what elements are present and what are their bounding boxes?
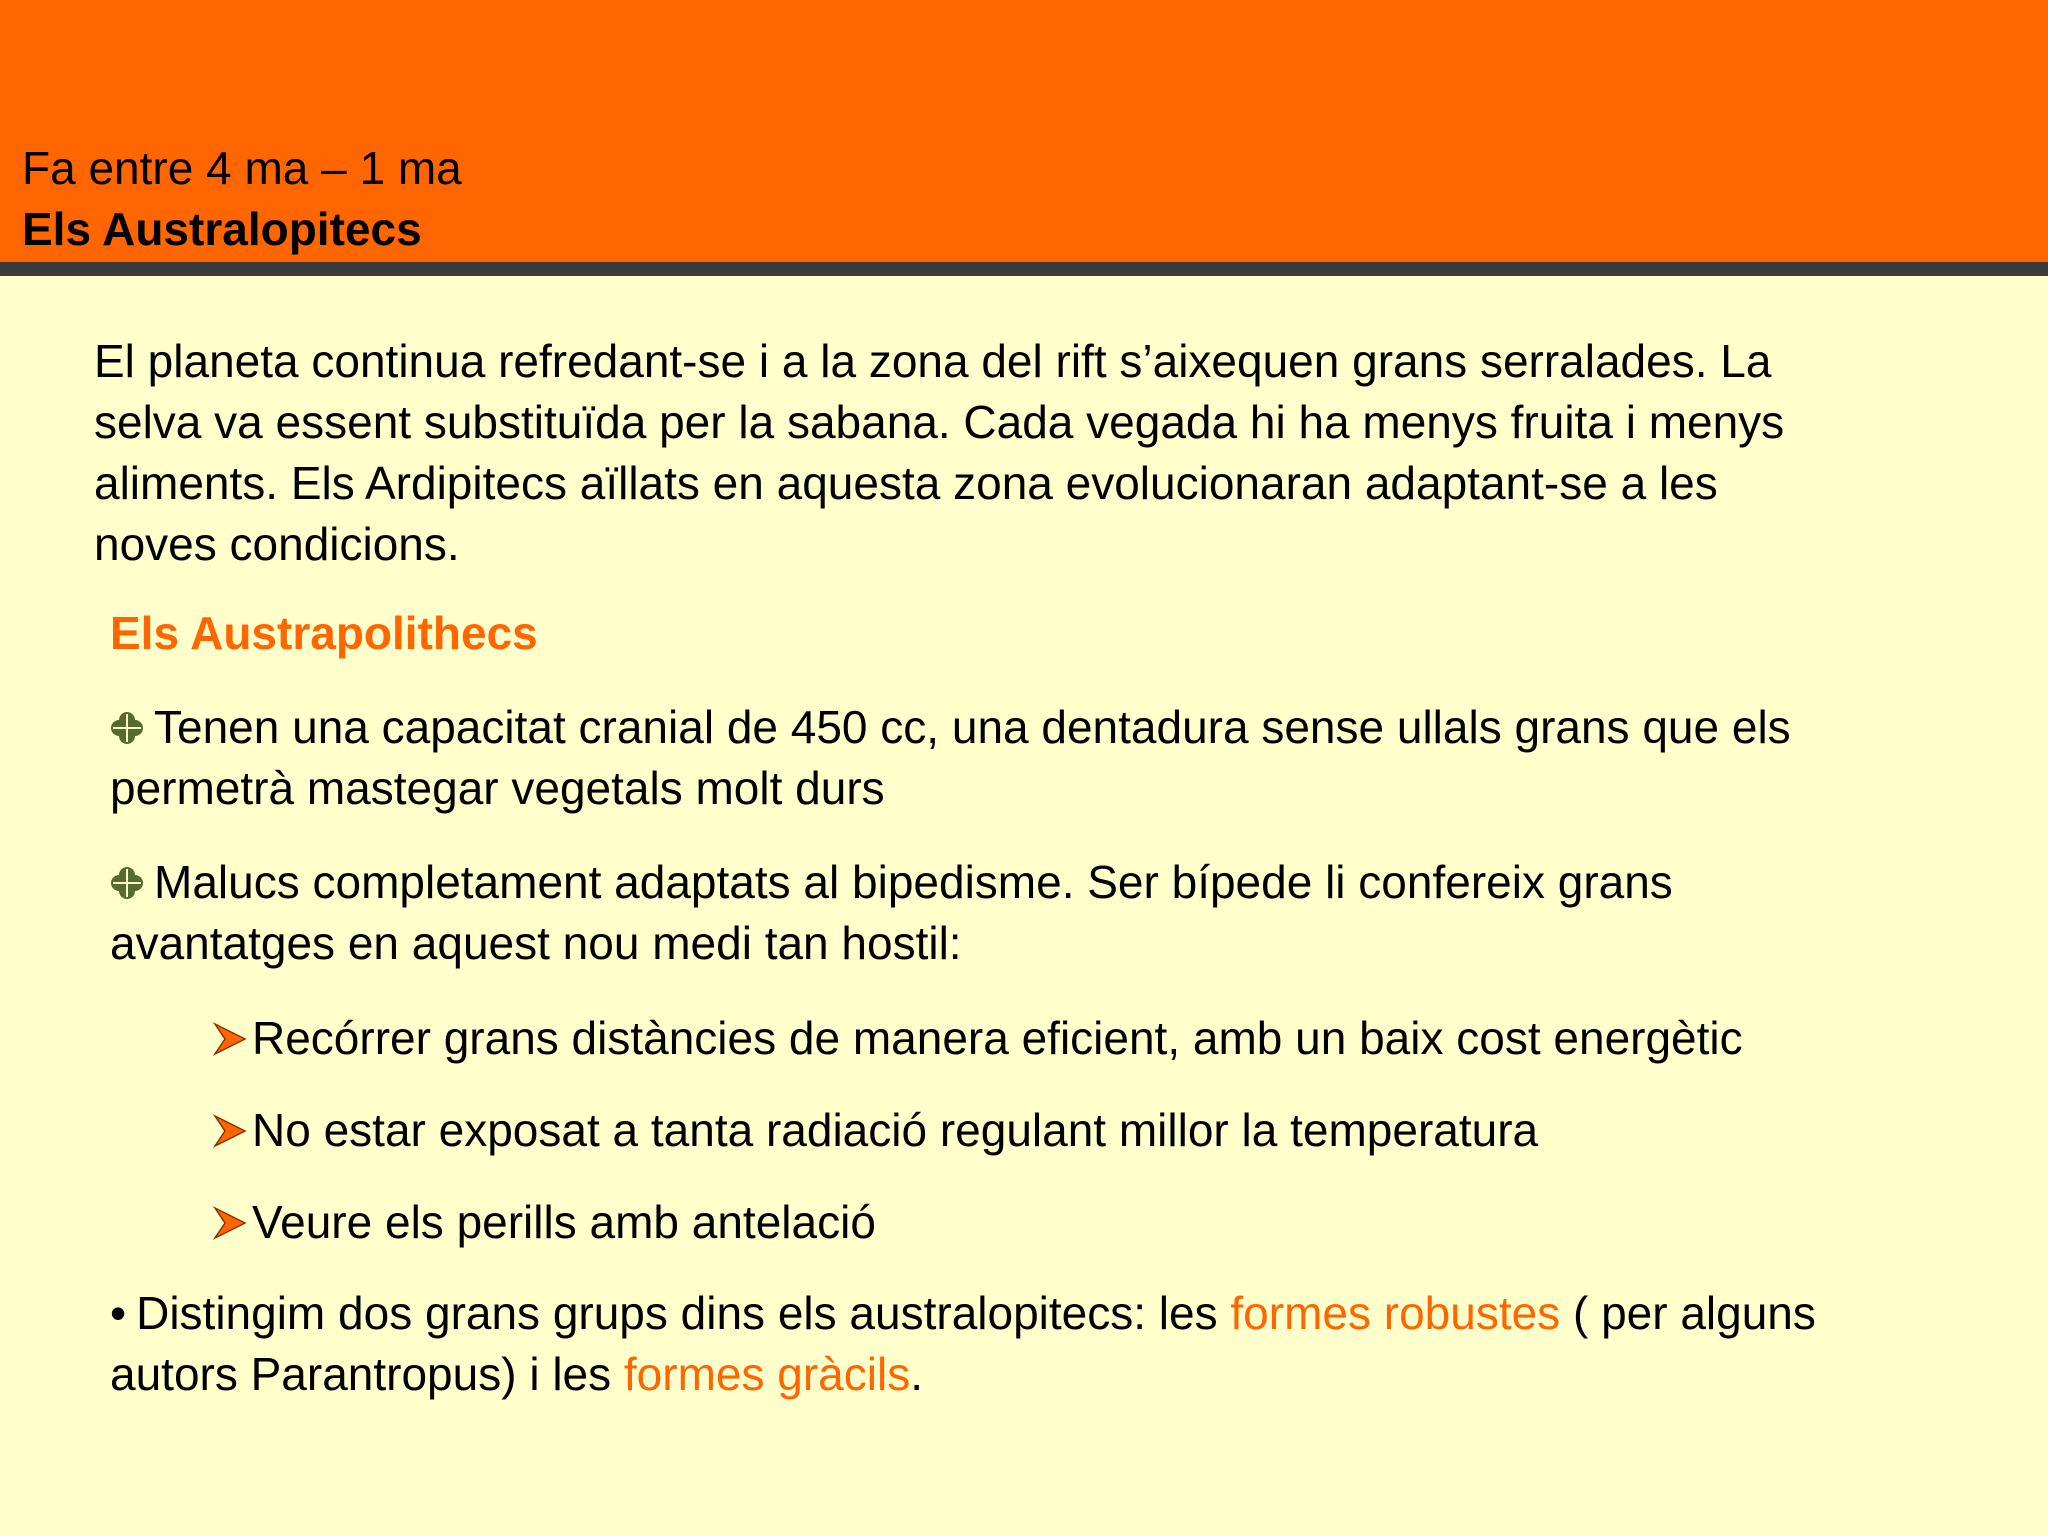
- final-text: ( per alguns: [1560, 1287, 1816, 1339]
- sub-item: [212, 1100, 1538, 1161]
- intro-line: selva va essent substituïda per la sabana. Cada vegada hi ha menys fruita i menys: [94, 396, 1785, 448]
- highlight-gracile-forms: formes gràcils: [623, 1348, 911, 1400]
- intro-line: noves condicions.: [94, 518, 460, 570]
- intro-line: El planeta continua refredant-se i a la zona del rift s’aixequen grans serralades. La: [94, 335, 1772, 387]
- header-divider: [0, 262, 2048, 276]
- intro-line: aliments. Els Ardipitecs aïllats en aquesta zona evolucionaran adaptant-se a les: [94, 457, 1718, 509]
- final-text: autors Parantropus) i les: [110, 1348, 624, 1400]
- bullet-text: permetrà mastegar vegetals molt durs: [110, 762, 885, 814]
- sub-item: [212, 1008, 1743, 1069]
- clover-bullet-icon: [110, 866, 144, 900]
- slide-title: Els Australopitecs: [22, 203, 422, 255]
- bullet-text: Malucs completament adaptats al bipedisme. Ser bípede li confereix grans: [154, 856, 1673, 908]
- bullet-item: [110, 852, 1673, 974]
- bullet-text: avantatges en aquest nou medi tan hostil:: [110, 917, 962, 969]
- highlight-robust-forms: formes robustes: [1230, 1287, 1561, 1339]
- bullet-item: [110, 697, 1791, 819]
- intro-paragraph: [94, 331, 2014, 575]
- clover-bullet-icon: [110, 711, 144, 745]
- bullet-text: Tenen una capacitat cranial de 450 cc, una dentadura sense ullals grans que els: [154, 701, 1791, 753]
- sub-item: [212, 1192, 876, 1253]
- sub-item-text: No estar exposat a tanta radiació regulant millor la temperatura: [252, 1104, 1539, 1156]
- sub-item-text: Recórrer grans distàncies de manera eficient, amb un baix cost energètic: [252, 1012, 1743, 1064]
- arrow-bullet-icon: [212, 1205, 248, 1241]
- bullet-dot: •: [110, 1287, 127, 1339]
- final-paragraph: [110, 1283, 1816, 1405]
- final-text: .: [910, 1348, 923, 1400]
- slide-subtitle: Fa entre 4 ma – 1 ma: [22, 142, 462, 194]
- arrow-bullet-icon: [212, 1113, 248, 1149]
- arrow-bullet-icon: [212, 1021, 248, 1057]
- final-text: Distingim dos grans grups dins els australopitecs: les: [136, 1287, 1231, 1339]
- section-heading: Els Austrapolithecs: [110, 607, 538, 659]
- sub-item-text: Veure els perills amb antelació: [252, 1196, 876, 1248]
